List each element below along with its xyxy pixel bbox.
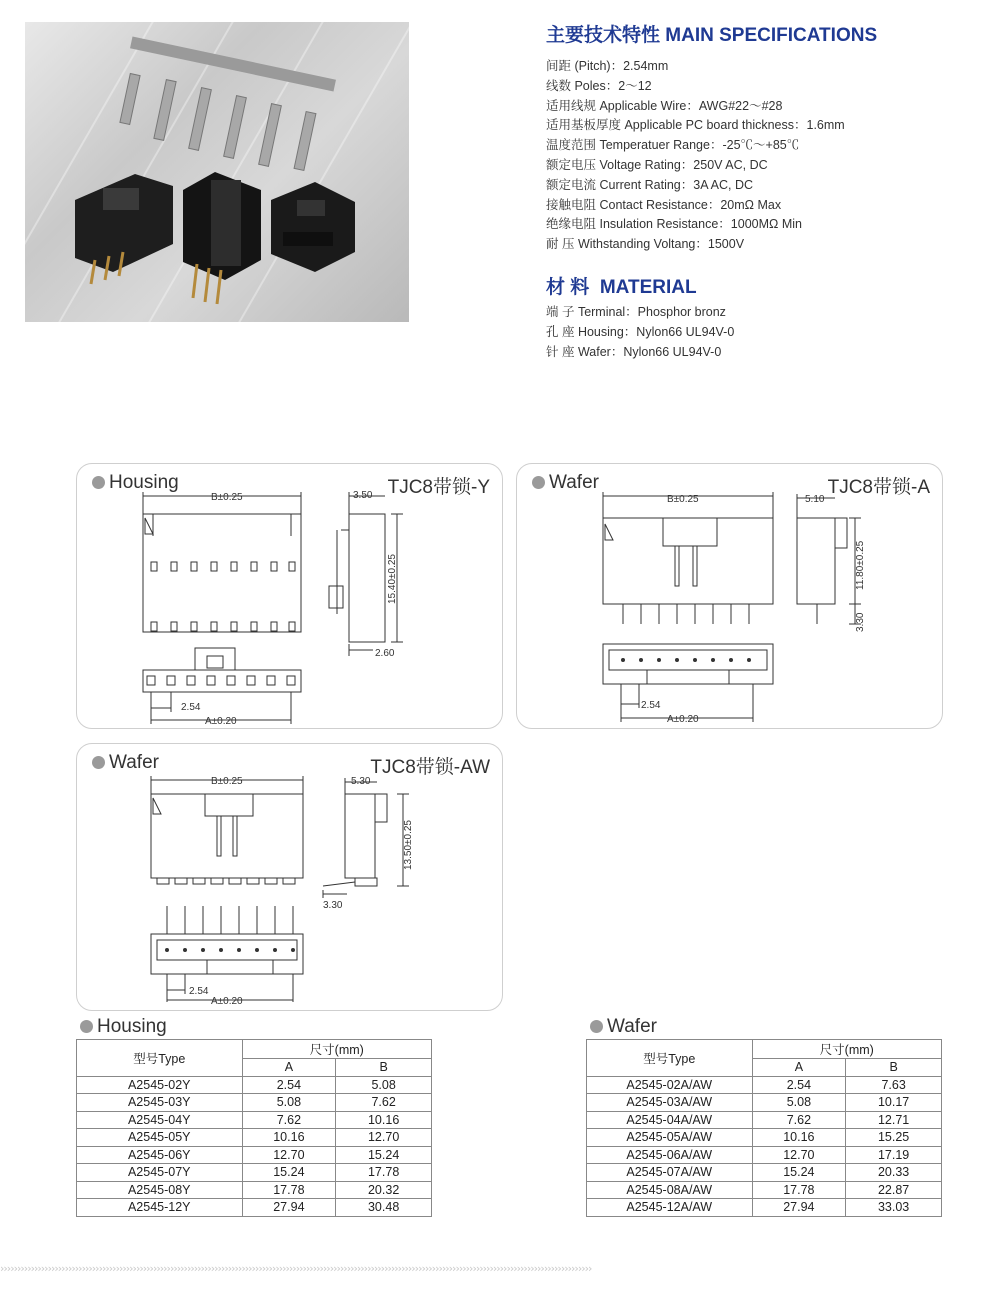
cell-type: A2545-06A/AW	[587, 1146, 753, 1164]
material-line: 端 子 Terminal：Phosphor bronz	[546, 305, 726, 319]
col-header-type: 型号Type	[587, 1040, 753, 1077]
dim-b: B±0.25	[211, 776, 243, 787]
dim-pitch: 2.54	[641, 700, 661, 711]
cell-b: 17.19	[846, 1146, 942, 1164]
cell-a: 7.62	[752, 1111, 846, 1129]
dim-height: 13.50±0.25	[403, 820, 414, 870]
wafer-a-drawing	[517, 464, 942, 728]
cell-type: A2545-03A/AW	[587, 1094, 753, 1112]
spec-line: 绝缘电阻 Insulation Resistance：1000MΩ Min	[546, 217, 802, 232]
dim-thickness: 2.60	[375, 648, 395, 659]
table-row	[587, 1129, 942, 1147]
housing-drawing	[77, 464, 502, 728]
dim-height: 11.80±0.25	[855, 540, 866, 590]
specs-title	[546, 20, 877, 47]
cell-b: 30.48	[336, 1199, 432, 1217]
col-header-type: 型号Type	[77, 1040, 243, 1077]
col-header-a: A	[242, 1059, 336, 1077]
table-row	[77, 1181, 432, 1199]
material-title-cn: 材 料	[546, 277, 590, 298]
dim-pitch: 2.54	[189, 986, 209, 997]
wafer-table-title	[590, 1016, 657, 1038]
spec-line: 接触电阻 Contact Resistance：20mΩ Max	[546, 197, 782, 212]
spec-line: 耐 压 Withstanding Voltang：1500V	[546, 237, 745, 252]
cell-type: A2545-05Y	[77, 1129, 243, 1147]
cell-a: 27.94	[242, 1199, 336, 1217]
table-row	[587, 1181, 942, 1199]
table-row	[587, 1199, 942, 1217]
cell-a: 7.62	[242, 1111, 336, 1129]
cell-a: 10.16	[752, 1129, 846, 1147]
material-line: 孔 座 Housing：Nylon66 UL94V-0	[546, 324, 735, 339]
col-header-size: 尺寸(mm)	[752, 1040, 942, 1059]
cell-b: 7.62	[336, 1094, 432, 1112]
cell-type: A2545-12A/AW	[587, 1199, 753, 1217]
cell-type: A2545-07Y	[77, 1164, 243, 1182]
wafer-dimension-table	[586, 1039, 942, 1217]
table-row	[587, 1111, 942, 1129]
table-row	[77, 1164, 432, 1182]
housing-drawing-panel	[76, 463, 503, 729]
specs-title-cn: 主要技术特性	[546, 25, 661, 46]
spec-line: 额定电流 Current Rating：3A AC, DC	[546, 177, 754, 192]
cell-b: 20.33	[846, 1164, 942, 1182]
wafer-a-drawing-panel	[516, 463, 943, 729]
table-row	[587, 1094, 942, 1112]
cell-type: A2545-05A/AW	[587, 1129, 753, 1147]
table-row	[77, 1146, 432, 1164]
dim-pin-length: 3.30	[855, 612, 866, 632]
table-row	[587, 1146, 942, 1164]
housing-dimension-table	[76, 1039, 432, 1217]
wafer-table-title-text: Wafer	[607, 1016, 657, 1037]
table-row	[77, 1076, 432, 1094]
wafer-aw-panel-title-text: Wafer	[109, 752, 159, 773]
material-line: 针 座 Wafer：Nylon66 UL94V-0	[546, 344, 722, 359]
spec-line: 线数 Poles：2～12	[546, 78, 652, 93]
col-header-size: 尺寸(mm)	[242, 1040, 432, 1059]
dim-a: A±0.20	[667, 714, 699, 725]
cell-type: A2545-02A/AW	[587, 1076, 753, 1094]
specs-title-en: MAIN SPECIFICATIONS	[665, 25, 878, 46]
cell-type: A2545-07A/AW	[587, 1164, 753, 1182]
wafer-aw-drawing	[77, 744, 502, 1010]
dim-b: B±0.25	[667, 494, 699, 505]
specs-list	[546, 57, 845, 255]
dim-height: 15.40±0.25	[387, 554, 398, 604]
cell-a: 17.78	[242, 1181, 336, 1199]
cell-a: 5.08	[752, 1094, 846, 1112]
table-row	[77, 1111, 432, 1129]
cell-type: A2545-12Y	[77, 1199, 243, 1217]
material-title-en: MATERIAL	[599, 277, 697, 298]
cell-b: 5.08	[336, 1076, 432, 1094]
dim-a: A±0.20	[205, 716, 237, 727]
table-row	[77, 1094, 432, 1112]
dim-pitch: 2.54	[181, 702, 201, 713]
table-row	[77, 1199, 432, 1217]
cell-b: 7.63	[846, 1076, 942, 1094]
cell-a: 12.70	[752, 1146, 846, 1164]
table-row	[77, 1129, 432, 1147]
cell-type: A2545-08A/AW	[587, 1181, 753, 1199]
dim-width: 5.10	[805, 494, 825, 505]
bullet-dot-icon	[590, 1020, 603, 1033]
product-photo	[25, 22, 409, 322]
cell-type: A2545-04A/AW	[587, 1111, 753, 1129]
spec-line: 间距 (Pitch)：2.54mm	[546, 59, 669, 73]
col-header-a: A	[752, 1059, 846, 1077]
cell-type: A2545-03Y	[77, 1094, 243, 1112]
spec-line: 温度范围 Temperatuer Range：-25℃～+85℃	[546, 138, 800, 153]
col-header-b: B	[336, 1059, 432, 1077]
cell-type: A2545-08Y	[77, 1181, 243, 1199]
cell-a: 2.54	[752, 1076, 846, 1094]
cell-b: 20.32	[336, 1181, 432, 1199]
wafer-a-panel-title-text: Wafer	[549, 472, 599, 493]
bullet-dot-icon	[80, 1020, 93, 1033]
material-list	[546, 303, 734, 362]
wafer-aw-model: TJC8带锁-AW	[370, 757, 490, 778]
spec-line: 额定电压 Voltage Rating：250V AC, DC	[546, 157, 768, 172]
material-title	[546, 272, 697, 299]
cell-a: 5.08	[242, 1094, 336, 1112]
cell-a: 15.24	[752, 1164, 846, 1182]
dim-pin-length: 3.30	[323, 900, 343, 911]
cell-b: 12.70	[336, 1129, 432, 1147]
dim-a: A±0.20	[211, 996, 243, 1007]
decorative-chevron-divider: ››››››››››››››››››››››››››››››››››››››››››››››››››››››››››››››››››››››››››››››››››››››››››››››››››››››››››››››››››››››››››››››››››››››››››››››››››››››››››››››››››››››››››››››	[0, 1262, 592, 1275]
cell-a: 2.54	[242, 1076, 336, 1094]
cell-type: A2545-06Y	[77, 1146, 243, 1164]
cell-b: 10.17	[846, 1094, 942, 1112]
cell-b: 17.78	[336, 1164, 432, 1182]
housing-table-title	[80, 1016, 167, 1038]
dim-width: 5.30	[351, 776, 371, 787]
cell-b: 15.25	[846, 1129, 942, 1147]
wafer-a-model: TJC8带锁-A	[827, 477, 930, 498]
cell-b: 10.16	[336, 1111, 432, 1129]
housing-table-title-text: Housing	[97, 1016, 167, 1037]
table-row	[587, 1164, 942, 1182]
cell-a: 10.16	[242, 1129, 336, 1147]
connector-parts-illustration	[25, 22, 409, 322]
cell-b: 22.87	[846, 1181, 942, 1199]
cell-b: 12.71	[846, 1111, 942, 1129]
housing-model: TJC8带锁-Y	[387, 477, 490, 498]
spec-line: 适用基板厚度 Applicable PC board thickness：1.6mm	[546, 118, 845, 133]
cell-b: 33.03	[846, 1199, 942, 1217]
wafer-aw-drawing-panel	[76, 743, 503, 1011]
col-header-b: B	[846, 1059, 942, 1077]
cell-a: 15.24	[242, 1164, 336, 1182]
dim-width: 3.50	[353, 490, 373, 501]
cell-a: 12.70	[242, 1146, 336, 1164]
cell-a: 17.78	[752, 1181, 846, 1199]
dim-b: B±0.25	[211, 492, 243, 503]
cell-type: A2545-02Y	[77, 1076, 243, 1094]
table-row	[587, 1076, 942, 1094]
housing-panel-title-text: Housing	[109, 472, 179, 493]
spec-line: 适用线规 Applicable Wire：AWG#22～#28	[546, 98, 783, 113]
cell-a: 27.94	[752, 1199, 846, 1217]
cell-type: A2545-04Y	[77, 1111, 243, 1129]
cell-b: 15.24	[336, 1146, 432, 1164]
